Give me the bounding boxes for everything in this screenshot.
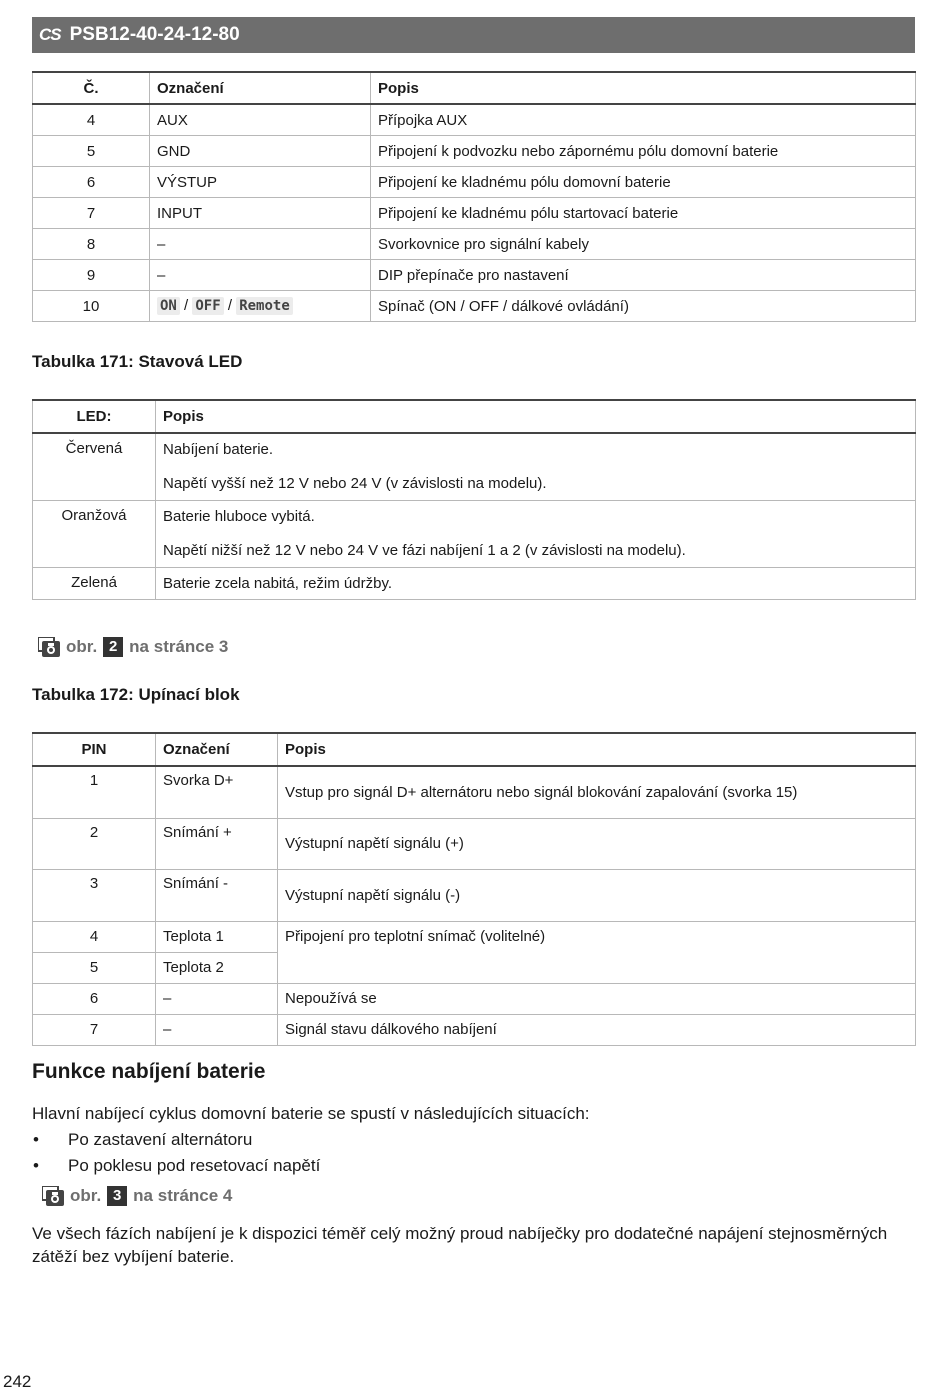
pin-number: 7 (33, 1014, 156, 1045)
table-row (33, 568, 916, 600)
row-number: 4 (33, 104, 150, 136)
row-description: Připojení k podvozku nebo zápornému pólu domovní baterie (371, 136, 916, 167)
page-header (32, 17, 915, 53)
intro-paragraph: Hlavní nabíjecí cyklus domovní baterie se spustí v následujících situacích: (32, 1104, 590, 1123)
description-line: Napětí vyšší než 12 V nebo 24 V (v závislosti na modelu). (163, 475, 547, 492)
table-header-row (33, 733, 916, 766)
pin-label: Snímání - (156, 869, 278, 921)
row-description: Připojení ke kladnému pólu domovní baterie (371, 167, 916, 198)
connections-table (32, 71, 916, 322)
column-header-number: Č. (33, 72, 150, 104)
figure-prefix: obr. (70, 1186, 102, 1205)
figure-number: 2 (103, 637, 123, 657)
figure-prefix: obr. (66, 637, 98, 656)
row-label: AUX (150, 104, 371, 136)
column-header-description: Popis (156, 400, 916, 433)
model-title: PSB12-40-24-12-80 (69, 24, 240, 45)
table-row (33, 433, 916, 501)
bullet-list (32, 1128, 320, 1180)
figure-page: na stránce 3 (129, 637, 229, 656)
description-line: Napětí nižší než 12 V nebo 24 V ve fázi nabíjení 1 a 2 (v závislosti na modelu). (163, 542, 686, 559)
row-label: GND (150, 136, 371, 167)
row-number: 10 (33, 291, 150, 322)
figure-page: na stránce 4 (133, 1186, 233, 1205)
table-row (33, 136, 916, 167)
table-row (33, 1014, 916, 1045)
pin-label: – (156, 1014, 278, 1045)
table-row (33, 167, 916, 198)
row-label: – (150, 229, 371, 260)
column-header-label: Označení (150, 72, 371, 104)
list-item: • Po zastavení alternátoru (32, 1128, 320, 1154)
table-header-row (33, 72, 916, 104)
pin-description: Výstupní napětí signálu (+) (278, 818, 916, 869)
table-header-row (33, 400, 916, 433)
column-header-description: Popis (278, 733, 916, 766)
row-label: – (150, 260, 371, 291)
row-label: VÝSTUP (150, 167, 371, 198)
pin-label: – (156, 983, 278, 1014)
column-header-label: Označení (156, 733, 278, 766)
key-off: OFF (192, 297, 223, 315)
camera-icon (42, 1186, 64, 1206)
led-description (156, 433, 916, 501)
row-description: Svorkovnice pro signální kabely (371, 229, 916, 260)
pin-label: Svorka D+ (156, 766, 278, 818)
pin-number: 3 (33, 869, 156, 921)
pin-number: 6 (33, 983, 156, 1014)
description-line: Nabíjení baterie. (163, 441, 274, 458)
figure-number: 3 (107, 1186, 127, 1206)
row-number: 5 (33, 136, 150, 167)
table-row (33, 983, 916, 1014)
table-row (33, 198, 916, 229)
table-row (33, 501, 916, 568)
table-row (33, 921, 916, 952)
table-caption: Tabulka 172: Upínací blok (32, 685, 240, 704)
table-caption: Tabulka 171: Stavová LED (32, 352, 243, 371)
list-item: • Po poklesu pod resetovací napětí (32, 1154, 320, 1180)
row-description: Přípojka AUX (371, 104, 916, 136)
led-description (156, 501, 916, 568)
pin-description: Signál stavu dálkového nabíjení (278, 1014, 916, 1045)
pin-number: 5 (33, 952, 156, 983)
pin-number: 2 (33, 818, 156, 869)
row-number: 8 (33, 229, 150, 260)
column-header-description: Popis (371, 72, 916, 104)
description-line: Baterie hluboce vybitá. (163, 508, 315, 525)
camera-icon (38, 637, 60, 657)
key-remote: Remote (236, 297, 293, 315)
pin-number: 4 (33, 921, 156, 952)
table-row (33, 766, 916, 818)
pin-number: 1 (33, 766, 156, 818)
row-description: Připojení ke kladnému pólu startovací baterie (371, 198, 916, 229)
language-code: CS (39, 25, 61, 44)
pin-label: Snímání + (156, 818, 278, 869)
row-label: INPUT (150, 198, 371, 229)
row-description: Spínač (ON / OFF / dálkové ovládání) (371, 291, 916, 322)
row-label-keys (150, 291, 371, 322)
column-header-led: LED: (33, 400, 156, 433)
terminal-block-table (32, 732, 916, 1046)
row-number: 7 (33, 198, 150, 229)
row-number: 6 (33, 167, 150, 198)
table-row (33, 229, 916, 260)
pin-description: Připojení pro teplotní snímač (volitelné) (278, 921, 916, 983)
led-description (156, 568, 916, 600)
table-row (33, 104, 916, 136)
description-line: Baterie zcela nabitá, režim údržby. (163, 575, 392, 592)
key-separator: / (223, 297, 237, 314)
pin-label: Teplota 2 (156, 952, 278, 983)
figure-reference[interactable] (38, 637, 228, 657)
key-on: ON (157, 297, 180, 315)
figure-reference[interactable] (42, 1186, 232, 1206)
column-header-pin: PIN (33, 733, 156, 766)
table-row (33, 260, 916, 291)
section-heading: Funkce nabíjení baterie (32, 1060, 266, 1083)
table-row (33, 818, 916, 869)
pin-description: Nepoužívá se (278, 983, 916, 1014)
pin-description: Vstup pro signál D+ alternátoru nebo signál blokování zapalování (svorka 15) (278, 766, 916, 818)
row-number: 9 (33, 260, 150, 291)
led-status-table (32, 399, 916, 600)
page-number: 242 (3, 1372, 32, 1391)
row-description: DIP přepínače pro nastavení (371, 260, 916, 291)
pin-label: Teplota 1 (156, 921, 278, 952)
led-color: Červená (33, 433, 156, 501)
body-paragraph: Ve všech fázích nabíjení je k dispozici téměř celý možný proud nabíječky pro dodatečné napájení stejnosměrných zátěží bez vybíjení baterie. (32, 1224, 888, 1266)
pin-description: Výstupní napětí signálu (-) (278, 869, 916, 921)
led-color: Oranžová (33, 501, 156, 568)
table-row (33, 869, 916, 921)
key-separator: / (179, 297, 193, 314)
led-color: Zelená (33, 568, 156, 600)
table-row (33, 291, 916, 322)
